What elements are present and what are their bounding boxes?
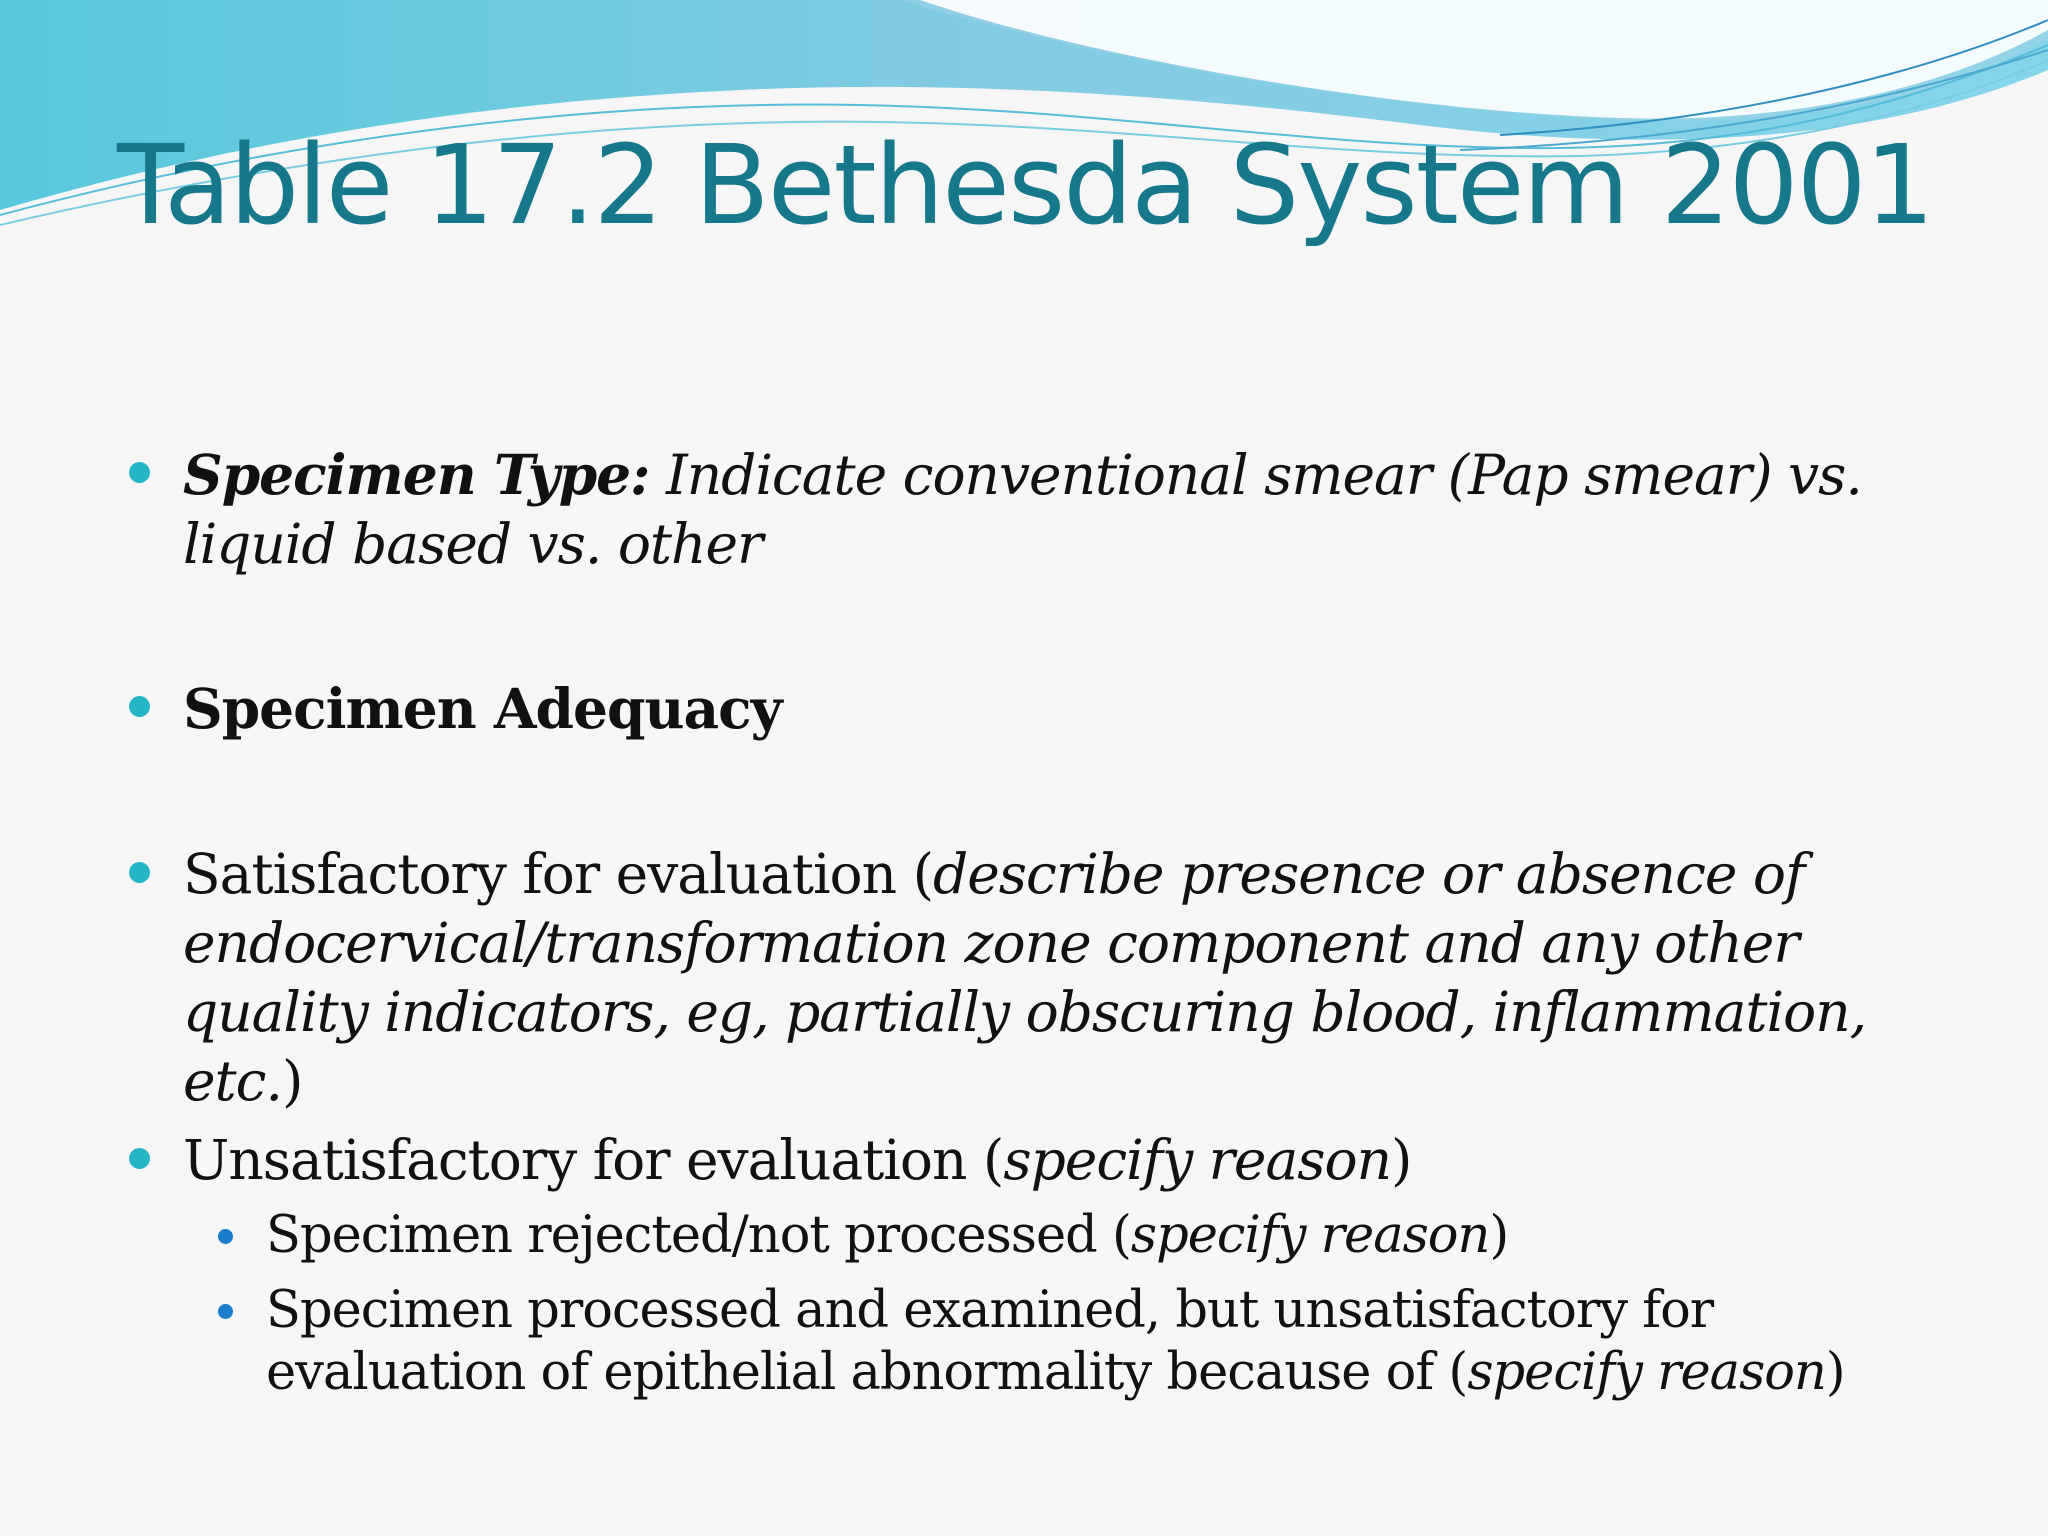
slide-title: Table 17.2 Bethesda System 2001: [117, 121, 1933, 249]
bullet-label: Specimen Type:: [183, 442, 650, 507]
sub-bullet-dot: [218, 1229, 233, 1244]
bullet-close: ): [1391, 1128, 1412, 1192]
sub-bullet-text: Specimen processed and examined, but unsatisfactory for evaluation of epithelial abnormality because of (: [266, 1281, 1714, 1402]
sub-bullet-dot: [218, 1304, 233, 1319]
sub-bullet-detail: specify reason: [1467, 1343, 1826, 1402]
bullet-dot: [129, 462, 150, 483]
bullet-dot: [129, 862, 150, 883]
bullet-specimen-adequacy: [183, 674, 1883, 744]
sub-bullet-text: Specimen rejected/not processed (: [266, 1206, 1131, 1265]
bullet-dot: [129, 696, 150, 717]
bullet-detail: specify reason: [1003, 1128, 1392, 1192]
bullet-text: Indicate conventional smear (Pap smear) vs. liquid based vs. other: [183, 443, 1862, 576]
bullet-close: ): [281, 1049, 303, 1113]
bullet-text: Satisfactory for evaluation (: [183, 842, 934, 906]
sub-bullet-processed: [266, 1280, 1866, 1404]
bullet-dot: [129, 1148, 150, 1169]
bullet-satisfactory: [183, 840, 1883, 1116]
bullet-text: Unsatisfactory for evaluation (: [183, 1128, 1004, 1192]
sub-bullet-close: ): [1489, 1206, 1509, 1265]
bullet-detail: describe presence or absence of endocervical/transformation zone component and any other quality indicators, eg, partially obscuring blood, inflammation, etc.: [183, 842, 1867, 1113]
bullet-specimen-type: [183, 440, 1883, 579]
sub-bullet-close: ): [1825, 1343, 1845, 1402]
bullet-unsatisfactory: [183, 1126, 1883, 1195]
sub-bullet-detail: specify reason: [1130, 1206, 1490, 1265]
sub-bullet-rejected: [266, 1205, 1866, 1267]
bullet-label: Specimen Adequacy: [183, 676, 782, 741]
